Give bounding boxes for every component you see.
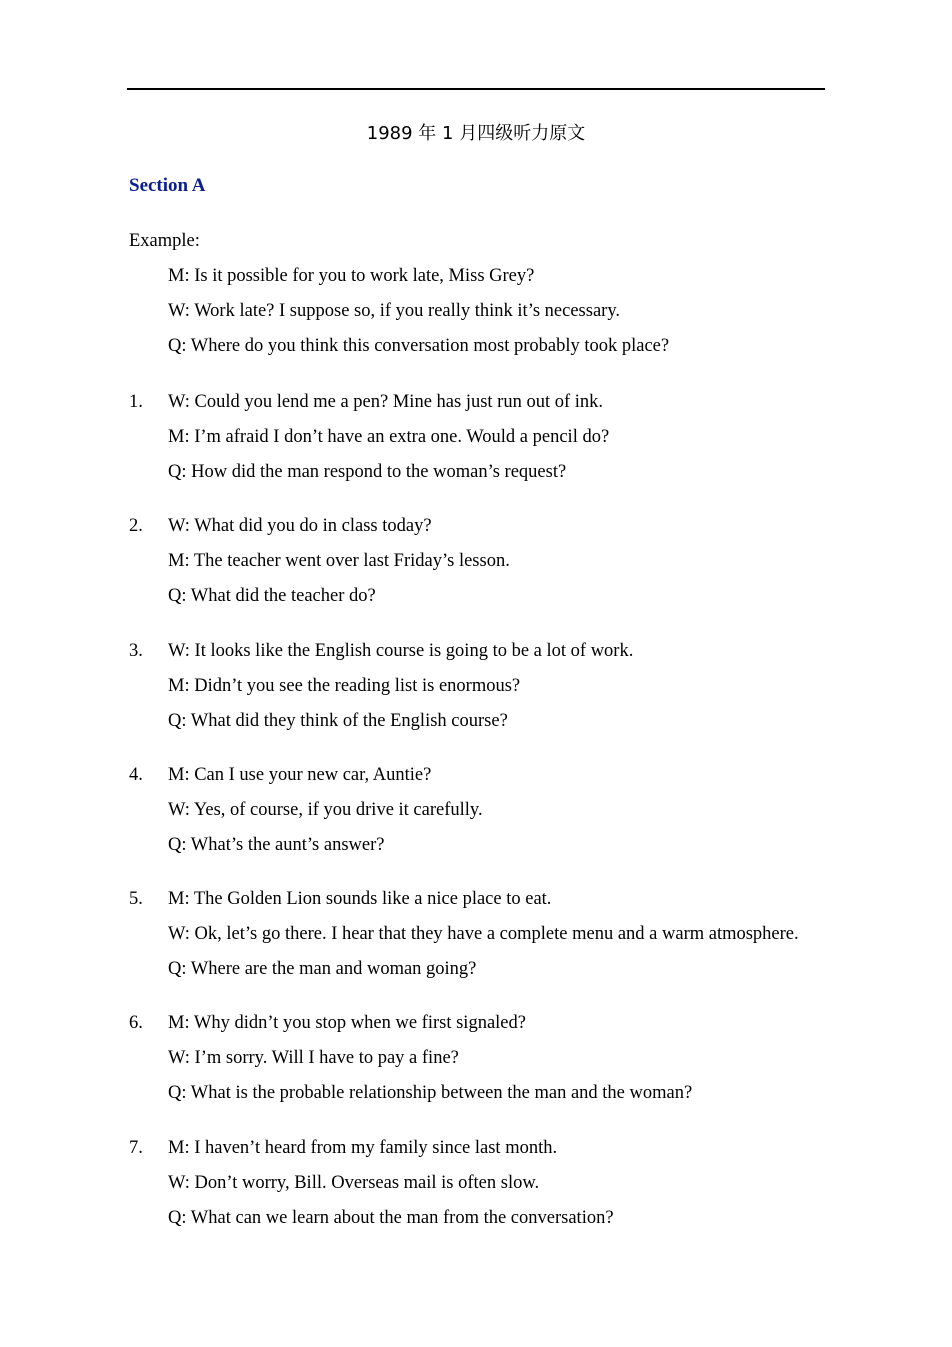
item-number: 2. xyxy=(129,516,143,536)
example-block xyxy=(129,231,829,371)
listening-item-6 xyxy=(129,1013,829,1118)
dialogue-line: 4. M: Can I use your new car, Auntie? xyxy=(129,765,432,785)
question-line: Q: Where are the man and woman going? xyxy=(168,959,477,979)
item-number: 3. xyxy=(129,641,143,661)
listening-item-7 xyxy=(129,1138,829,1243)
question-line: Q: Where do you think this conversation most probably took place? xyxy=(168,336,670,356)
section-heading: Section A xyxy=(129,175,206,196)
item-number: 1. xyxy=(129,392,143,412)
item-number: 4. xyxy=(129,765,143,785)
dialogue-line: W: Yes, of course, if you drive it carefully. xyxy=(168,800,483,820)
listening-item-4 xyxy=(129,765,829,870)
dialogue-line: M: I’m afraid I don’t have an extra one. Would a pencil do? xyxy=(168,427,610,447)
listening-item-3 xyxy=(129,641,829,746)
dialogue-line: 1. W: Could you lend me a pen? Mine has just run out of ink. xyxy=(129,392,604,412)
listening-item-5 xyxy=(129,889,829,994)
dialogue-line: 5. M: The Golden Lion sounds like a nice place to eat. xyxy=(129,889,552,909)
example-label: Example: xyxy=(129,231,200,251)
item-number: 5. xyxy=(129,889,143,909)
document-title: 1989 年 1 月四级听力原文 xyxy=(366,123,586,144)
question-line: Q: What is the probable relationship between the man and the woman? xyxy=(168,1083,693,1103)
question-line: Q: What can we learn about the man from the conversation? xyxy=(168,1208,614,1228)
item-number: 7. xyxy=(129,1138,143,1158)
question-line: Q: What did the teacher do? xyxy=(168,586,376,606)
header-rule xyxy=(127,88,825,90)
dialogue-line: W: Work late? I suppose so, if you really think it’s necessary. xyxy=(168,301,620,321)
dialogue-line: W: Ok, let’s go there. I hear that they have a complete menu and a warm atmosphere. xyxy=(168,924,799,944)
listening-item-2 xyxy=(129,516,829,621)
dialogue-line: 6. M: Why didn’t you stop when we first signaled? xyxy=(129,1013,526,1033)
item-number: 6. xyxy=(129,1013,143,1033)
dialogue-line: 7. M: I haven’t heard from my family since last month. xyxy=(129,1138,558,1158)
dialogue-line: W: Don’t worry, Bill. Overseas mail is often slow. xyxy=(168,1173,540,1193)
listening-item-1 xyxy=(129,392,829,497)
dialogue-line: 3. W: It looks like the English course is going to be a lot of work. xyxy=(129,641,634,661)
question-line: Q: What’s the aunt’s answer? xyxy=(168,835,385,855)
question-line: Q: How did the man respond to the woman’s request? xyxy=(168,462,567,482)
dialogue-line: M: Didn’t you see the reading list is enormous? xyxy=(168,676,521,696)
dialogue-line: M: Is it possible for you to work late, Miss Grey? xyxy=(168,266,535,286)
dialogue-line: M: The teacher went over last Friday’s lesson. xyxy=(168,551,510,571)
question-line: Q: What did they think of the English course? xyxy=(168,711,508,731)
dialogue-line: W: I’m sorry. Will I have to pay a fine? xyxy=(168,1048,459,1068)
dialogue-line: 2. W: What did you do in class today? xyxy=(129,516,432,536)
